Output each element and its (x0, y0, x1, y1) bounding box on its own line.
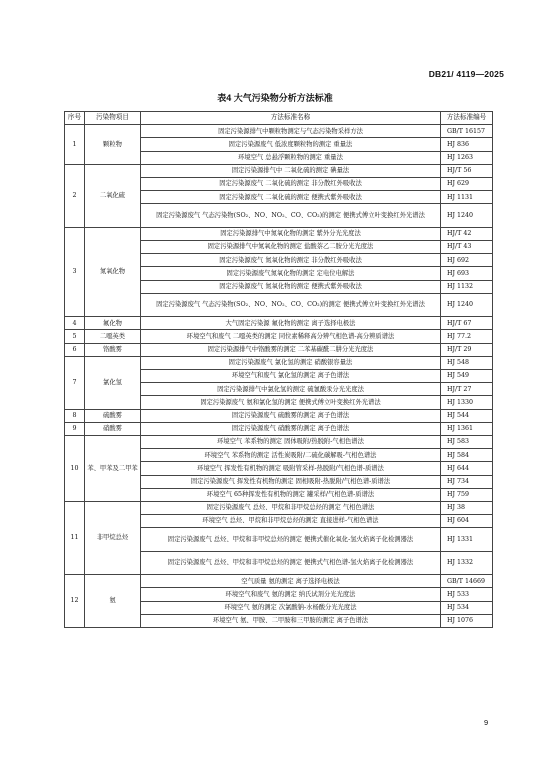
method-name: 固定污染源排气中氯化氢的测定 硫氰酸汞分光光度法 (141, 383, 441, 396)
method-name: 固定污染源排气中 二氧化硫的测定 碘量法 (141, 164, 441, 177)
method-code: HJ 1331 (441, 528, 493, 552)
method-name: 固定污染源废气 硝酸雾的测定 离子色谱法 (141, 422, 441, 435)
table-row (65, 317, 493, 330)
table-row (65, 501, 493, 514)
row-number: 10 (65, 435, 85, 501)
standards-table (64, 111, 493, 628)
page-number: 9 (484, 718, 489, 727)
method-name: 固定污染源废气 二氧化硫的测定 非分散红外吸收法 (141, 177, 441, 190)
method-code: HJ/T 67 (441, 317, 493, 330)
method-name: 固定污染源废气 氨和氯化氢的测定 便携式傅立叶变换红外光谱法 (141, 396, 441, 409)
row-number: 4 (65, 317, 85, 330)
table-row (65, 409, 493, 422)
method-name: 固定污染源排气中铬酸雾的测定 二苯基碳酰二肼分光光度法 (141, 343, 441, 356)
method-code: HJ 583 (441, 435, 493, 448)
method-code: HJ 534 (441, 601, 493, 614)
method-name: 环境空气 苯系物的测定 活性炭吸附/二硫化碳解吸-气相色谱法 (141, 449, 441, 462)
method-code: HJ 549 (441, 370, 493, 383)
method-code: HJ 1263 (441, 151, 493, 164)
method-name: 固定污染源废气 挥发性有机物的测定 固相吸附-热脱附/气相色谱-质谱法 (141, 475, 441, 488)
method-name: 固定污染源废气 总烃、甲烷和非甲烷总烃的测定 便携式气相色谱-氢火焰离子化检测器法 (141, 551, 441, 575)
pollutant-item: 二氧化硫 (85, 164, 141, 227)
row-number: 11 (65, 501, 85, 574)
pollutant-item: 氮氧化物 (85, 227, 141, 316)
method-code: HJ 1361 (441, 422, 493, 435)
method-name: 环境空气和废气 氨的测定 纳氏试剂分光光度法 (141, 588, 441, 601)
pollutant-item: 氟化物 (85, 317, 141, 330)
row-number: 6 (65, 343, 85, 356)
pollutant-item: 氨 (85, 575, 141, 628)
method-code: HJ 692 (441, 254, 493, 267)
method-code: HJ 734 (441, 475, 493, 488)
method-name: 大气固定污染源 氟化物的测定 离子选择电极法 (141, 317, 441, 330)
method-name: 固定污染源废气 氮氧化物的测定 非分散红外吸收法 (141, 254, 441, 267)
method-name: 固定污染源废气 硫酸雾的测定 离子色谱法 (141, 409, 441, 422)
row-number: 9 (65, 422, 85, 435)
method-code: HJ 1132 (441, 280, 493, 293)
method-code: HJ/T 27 (441, 383, 493, 396)
pollutant-item: 硝酸雾 (85, 422, 141, 435)
method-name: 环境空气和废气 二噁英类的测定 同位素稀释高分辨气相色谱-高分辨质谱法 (141, 330, 441, 343)
method-code: HJ 533 (441, 588, 493, 601)
method-name: 环境空气 总烃、甲烷和非甲烷总烃的测定 直接进样-气相色谱法 (141, 515, 441, 528)
method-code: HJ 1131 (441, 191, 493, 204)
method-code: HJ 77.2 (441, 330, 493, 343)
pollutant-item: 铬酸雾 (85, 343, 141, 356)
method-name: 固定污染源废气 氯化氢的测定 硝酸银容量法 (141, 356, 441, 369)
method-code: HJ 644 (441, 462, 493, 475)
method-code: HJ 1240 (441, 293, 493, 317)
table-row (65, 164, 493, 177)
table-row (65, 343, 493, 356)
method-name: 环境空气 氨、甲胺、二甲胺和三甲胺的测定 离子色谱法 (141, 614, 441, 627)
row-number: 7 (65, 356, 85, 409)
pollutant-item: 非甲烷总烃 (85, 501, 141, 574)
table-row (65, 422, 493, 435)
method-code: HJ/T 56 (441, 164, 493, 177)
method-name: 环境空气 挥发性有机物的测定 吸附管采样-热脱附/气相色谱-质谱法 (141, 462, 441, 475)
method-code: HJ/T 42 (441, 227, 493, 240)
method-code: HJ 1240 (441, 204, 493, 228)
row-number: 3 (65, 227, 85, 316)
row-number: 5 (65, 330, 85, 343)
method-name: 环境空气和废气 氯化氢的测定 离子色谱法 (141, 370, 441, 383)
row-number: 2 (65, 164, 85, 227)
method-name: 固定污染源废气 低浓度颗粒物的测定 重量法 (141, 138, 441, 151)
table-row (65, 227, 493, 240)
document-code: DB21/ 4119—2025 (428, 69, 504, 79)
method-name: 环境空气 总悬浮颗粒物的测定 重量法 (141, 151, 441, 164)
pollutant-item: 二噁英类 (85, 330, 141, 343)
pollutant-item: 氯化氢 (85, 356, 141, 409)
pollutant-item: 颗粒物 (85, 125, 141, 165)
method-code: HJ 584 (441, 449, 493, 462)
table-row (65, 125, 493, 138)
method-name: 环境空气 氨的测定 次氯酸钠-水杨酸分光光度法 (141, 601, 441, 614)
header-method: 方法标准名称 (141, 112, 441, 125)
method-name: 固定污染源排气中颗粒物测定与气态污染物采样方法 (141, 125, 441, 138)
method-code: HJ 693 (441, 267, 493, 280)
method-name: 固定污染源废气 总烃、甲烷和非甲烷总烃的测定 便携式催化氧化-氢火焰离子化检测器法 (141, 528, 441, 552)
method-name: 固定污染源废气 气态污染物(SO₂、NO、NO₂、CO、CO₂)的测定 便携式傅立叶变换红外光谱法 (141, 293, 441, 317)
header-code: 方法标准编号 (441, 112, 493, 125)
method-code: GB/T 14669 (441, 575, 493, 588)
method-name: 固定污染源废气 气态污染物(SO₂、NO、NO₂、CO、CO₂)的测定 便携式傅立叶变换红外光谱法 (141, 204, 441, 228)
method-name: 固定污染源废气 氮氧化物的测定 便携式紫外吸收法 (141, 280, 441, 293)
method-name: 固定污染源废气 总烃、甲烷和非甲烷总烃的测定 气相色谱法 (141, 501, 441, 514)
header-no: 序号 (65, 112, 85, 125)
method-code: HJ 544 (441, 409, 493, 422)
method-name: 空气质量 氨的测定 离子选择电极法 (141, 575, 441, 588)
method-code: HJ 759 (441, 488, 493, 501)
method-code: GB/T 16157 (441, 125, 493, 138)
row-number: 1 (65, 125, 85, 165)
method-name: 固定污染源排气中氮氧化物的测定 紫外分光光度法 (141, 227, 441, 240)
method-code: HJ 548 (441, 356, 493, 369)
method-code: HJ/T 43 (441, 241, 493, 254)
method-name: 固定污染源废气氮氧化物的测定 定电位电解法 (141, 267, 441, 280)
method-code: HJ 604 (441, 515, 493, 528)
table-row (65, 575, 493, 588)
method-name: 环境空气 65种挥发性有机物的测定 罐采样/气相色谱-质谱法 (141, 488, 441, 501)
table-row (65, 435, 493, 448)
table-body (65, 125, 493, 628)
row-number: 8 (65, 409, 85, 422)
header-item: 污染物项目 (85, 112, 141, 125)
method-name: 固定污染源排气中氮氧化物的测定 盐酸萘乙二胺分光光度法 (141, 241, 441, 254)
table-title: 表4 大气污染物分析方法标准 (217, 93, 333, 103)
method-code: HJ 1332 (441, 551, 493, 575)
method-name: 固定污染源废气 二氧化硫的测定 便携式紫外吸收法 (141, 191, 441, 204)
table-row (65, 356, 493, 369)
pollutant-item: 硫酸雾 (85, 409, 141, 422)
row-number: 12 (65, 575, 85, 628)
method-code: HJ 629 (441, 177, 493, 190)
table-header-row (65, 112, 493, 125)
method-code: HJ/T 29 (441, 343, 493, 356)
table-row (65, 330, 493, 343)
method-code: HJ 1330 (441, 396, 493, 409)
pollutant-item: 苯、甲苯及二甲苯 (85, 435, 141, 501)
method-name: 环境空气 苯系物的测定 固体吸附/热脱附-气相色谱法 (141, 435, 441, 448)
method-code: HJ 38 (441, 501, 493, 514)
method-code: HJ 836 (441, 138, 493, 151)
method-code: HJ 1076 (441, 614, 493, 627)
